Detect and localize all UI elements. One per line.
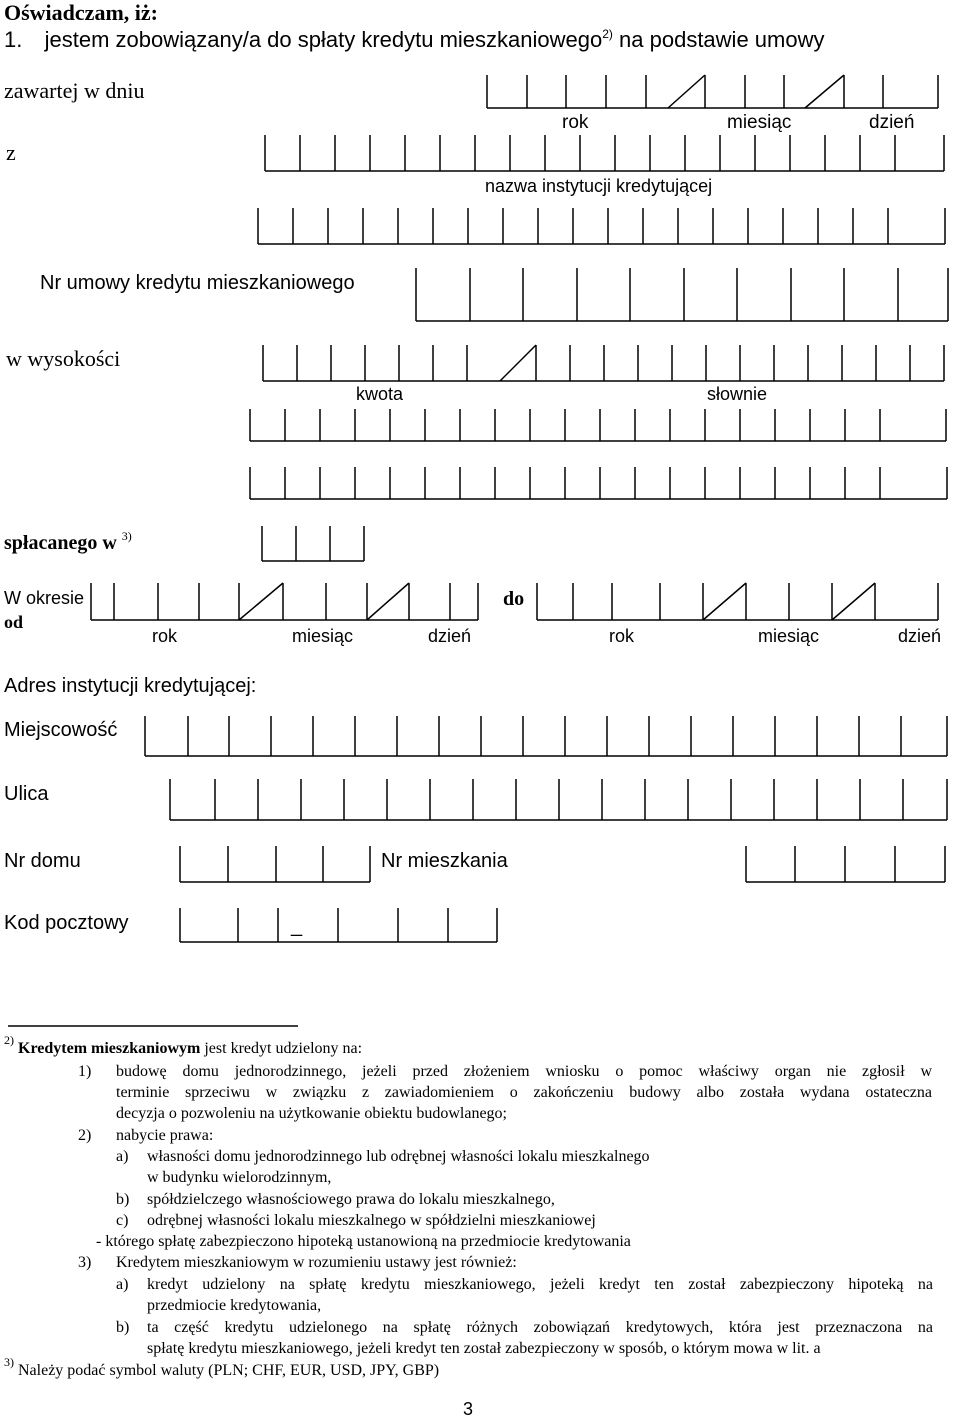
label-splacanego-text: spłacanego w [4, 532, 117, 554]
institution-name-cells-row2[interactable] [258, 208, 945, 244]
fn-p1-line-3: decyzja o pozwoleniu na użytkowanie obiektu budowlanego; [116, 1105, 507, 1122]
label-rok-od: rok [152, 626, 178, 646]
footnote-3-text: Należy podać symbol waluty (PLN; CHF, EUR, USD, JPY, GBP) [18, 1362, 440, 1379]
label-w-wysokosci: w wysokości [6, 346, 121, 371]
fn-b2-num: b) [116, 1319, 130, 1336]
heading: Oświadczam, iż: [4, 0, 158, 25]
label-nr-domu: Nr domu [4, 850, 81, 872]
fn-b2-line-1: ta część kredytu udzielonego na spłatę różnych zobowiązań kredytowych, która jest przeznaczona na [147, 1319, 933, 1336]
label-adres: Adres instytucji kredytującej: [4, 675, 257, 697]
label-miesiac-1: miesiąc [727, 112, 792, 133]
city-cells[interactable] [145, 716, 947, 756]
label-zawartej: zawartej w dniu [4, 78, 145, 103]
label-miesiac-do: miesiąc [758, 626, 820, 646]
footnote-2-heading [4, 1033, 363, 1060]
label-kwota: kwota [356, 384, 404, 404]
period-to-cells[interactable] [537, 583, 938, 620]
fn-a2-line-1: kredyt udzielony na spłatę kredytu mieszkaniowego, jeżeli kredyt ten został zabezpieczony hipoteką na [147, 1276, 933, 1293]
item1-number: 1. [4, 27, 23, 52]
fn-a2-line-2: przedmiocie kredytowania, [147, 1297, 322, 1314]
fn-a-line-1: własności domu jednorodzinnego lub odrębnej własności lokalu mieszkalnego [147, 1148, 650, 1165]
label-dzien-1: dzień [869, 112, 915, 133]
postal-code-dash: _ [291, 915, 303, 937]
amount-words-cells-row2[interactable] [250, 467, 947, 499]
label-dzien-od: dzień [428, 626, 472, 646]
period-from-cells[interactable] [91, 583, 478, 620]
fn-b-num: b) [116, 1191, 130, 1208]
postal-code-cells[interactable] [180, 908, 497, 942]
label-splacanego [4, 529, 132, 555]
label-kod-pocztowy: Kod pocztowy [4, 912, 129, 934]
amount-words-cells-row1[interactable] [250, 409, 946, 441]
footnote-ref-3: 3) [121, 529, 132, 543]
label-rok-1: rok [562, 112, 589, 133]
label-slownie: słownie [707, 384, 768, 404]
house-number-cells[interactable] [180, 846, 370, 882]
fn-p2-num: 2) [78, 1127, 92, 1144]
label-nazwa-instytucji: nazwa instytucji kredytującej [485, 176, 713, 196]
label-dzien-do: dzień [898, 626, 942, 646]
footnote-3 [4, 1355, 440, 1382]
fn-a-line-2: w budynku wielorodzinnym, [147, 1169, 332, 1186]
footnote-2-mark: 2) [4, 1033, 14, 1047]
item1-text-before: jestem zobowiązany/a do spłaty kredytu mieszkaniowego [44, 27, 603, 52]
footnote-3-mark: 3) [4, 1355, 14, 1369]
fn-p3-text: Kredytem mieszkaniowym w rozumieniu ustawy jest również: [116, 1254, 517, 1271]
footnote-2-rest: jest kredyt udzielony na: [204, 1040, 363, 1057]
label-nr-umowy: Nr umowy kredytu mieszkaniowego [40, 272, 355, 294]
label-w-okresie: W okresie [4, 588, 85, 608]
item1-text-after: na podstawie umowy [619, 27, 825, 52]
fn-a2-num: a) [116, 1276, 129, 1293]
label-rok-do: rok [609, 626, 635, 646]
page-number: 3 [463, 1399, 474, 1419]
fn-p2-text: nabycie prawa: [116, 1127, 214, 1144]
fn-p1-line-2: terminie sprzeciwu w związku z zawiadomieniem o zakończeniu budowy albo została wydana ostateczna [116, 1084, 932, 1101]
label-miejscowosc: Miejscowość [4, 719, 118, 741]
label-od: od [4, 612, 24, 632]
date-zawarcia-cells[interactable] [487, 75, 938, 108]
label-ulica: Ulica [4, 783, 49, 805]
fn-p3-num: 3) [78, 1254, 92, 1271]
fn-p1-line-1: budowę domu jednorodzinnego, jeżeli przed złożeniem wniosku o pomoc właściwy organ nie zgłosił w [116, 1063, 932, 1080]
fn-b2-line-2: spłatę kredytu mieszkaniowego, jeżeli kredyt ten został zabezpieczony w sposób, o którym mowa w lit. a [147, 1340, 821, 1357]
fn-c-num: c) [116, 1212, 129, 1229]
fn-p1-num: 1) [78, 1063, 92, 1080]
label-miesiac-od: miesiąc [292, 626, 354, 646]
apartment-number-cells[interactable] [746, 846, 945, 882]
loan-number-cells[interactable] [416, 268, 948, 321]
street-cells[interactable] [170, 779, 947, 820]
label-do: do [503, 588, 525, 610]
footnote-2-bold: Kredytem mieszkaniowym [18, 1040, 201, 1057]
fn-a-num: a) [116, 1148, 129, 1165]
label-z: z [6, 140, 16, 165]
fn-c-text: odrębnej własności lokalu mieszkalnego w spółdzielni mieszkaniowej [147, 1212, 596, 1229]
amount-cells[interactable] [263, 345, 944, 381]
institution-name-cells-row1[interactable] [265, 135, 944, 171]
currency-cells[interactable] [262, 526, 364, 561]
fn-b-text: spółdzielczego własnościowego prawa do lokalu mieszkalnego, [147, 1191, 555, 1208]
item1-line [4, 27, 824, 53]
fn-dash-line: - którego spłatę zabezpieczono hipoteką ustanowioną na przedmiocie kredytowania [96, 1233, 631, 1250]
label-nr-mieszkania: Nr mieszkania [381, 850, 508, 872]
footnote-ref-2: 2) [602, 27, 613, 41]
